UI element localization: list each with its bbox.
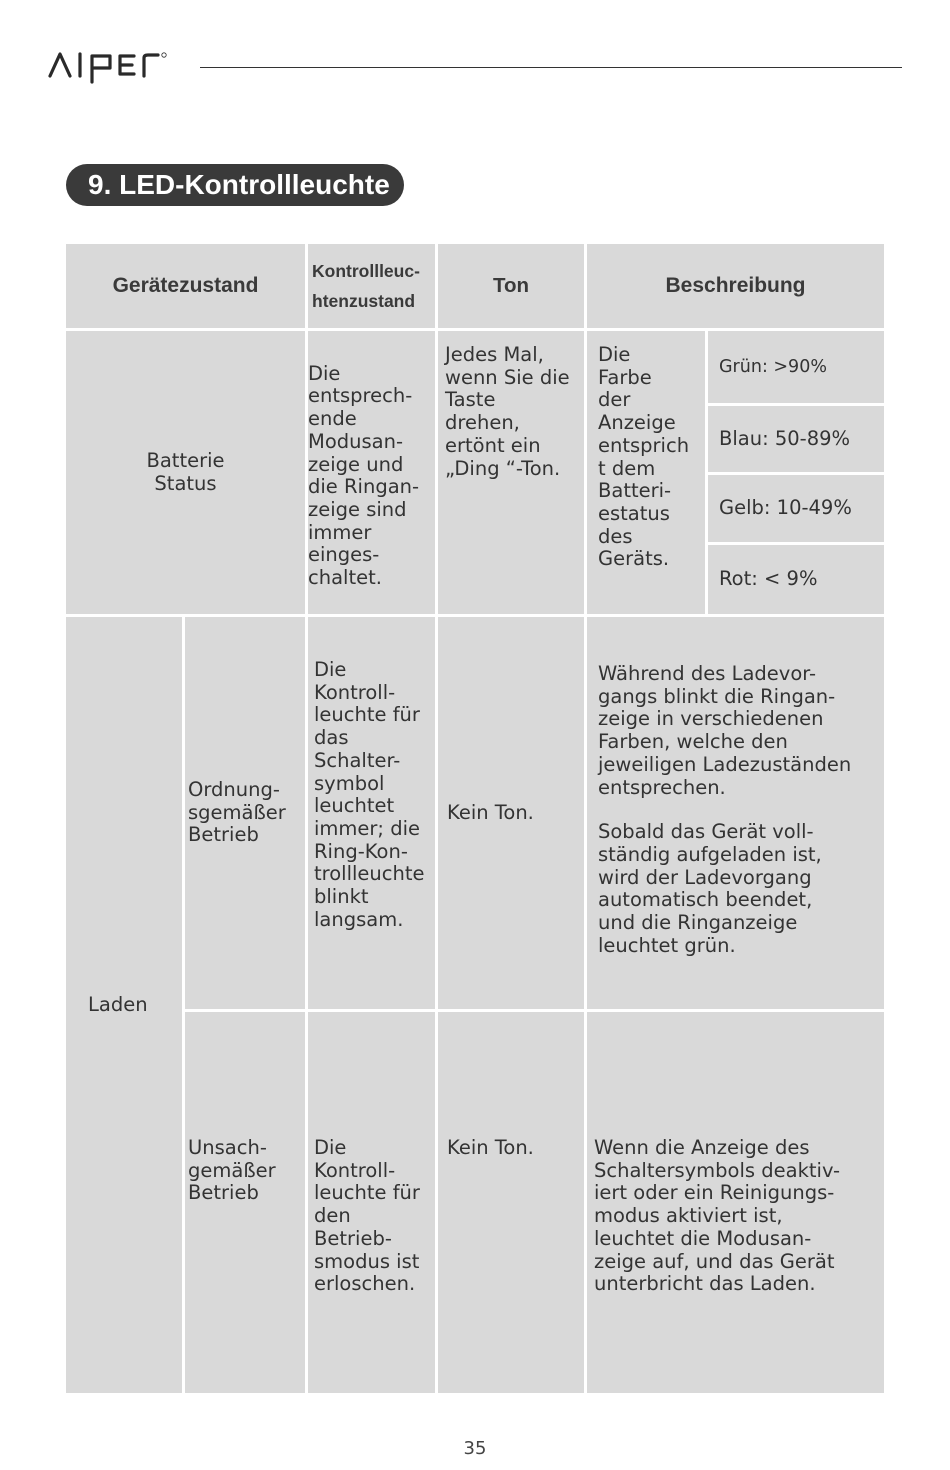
battery-tone-cell: Jedes Mal, wenn Sie die Taste drehen, ertönt ein „Ding “-Ton. bbox=[438, 331, 584, 614]
improper-indicator-cell: Die Kontroll- leuchte für den Betrieb- smodus ist erloschen. bbox=[308, 1012, 435, 1393]
header-rule bbox=[200, 67, 902, 68]
battery-level-green: Grün: >90% bbox=[708, 331, 884, 403]
page-number: 35 bbox=[463, 1438, 487, 1459]
header-device-state: Gerätezustand bbox=[66, 244, 305, 328]
normal-description-cell bbox=[587, 617, 884, 1009]
normal-tone-cell: Kein Ton. bbox=[438, 617, 584, 1009]
battery-level-red: Rot: < 9% bbox=[708, 545, 884, 614]
improper-description-cell: Wenn die Anzeige des Schaltersymbols deaktiv- iert oder ein Reinigungs- modus aktiviert ist, leuchtet die Modusan- zeige auf, und das Gerät unterbricht das Laden. bbox=[587, 1012, 884, 1393]
normal-indicator-cell: Die Kontroll- leuchte für das Schalter- symbol leuchtet immer; die Ring-Kon- trollleuchte blinkt langsam. bbox=[308, 617, 435, 1009]
header-tone: Ton bbox=[438, 244, 584, 328]
header-indicator-state: Kontrollleuc- htenzustand bbox=[308, 244, 435, 328]
battery-description-cell: Die Farbe der Anzeige entsprich t dem Batteri- estatus des Geräts. bbox=[587, 331, 705, 614]
charging-state-cell: Laden bbox=[66, 617, 182, 1393]
improper-mode-cell: Unsach- gemäßer Betrieb bbox=[185, 1012, 305, 1393]
normal-description-paragraph-1: Während des Ladevor- gangs blinkt die Ringan- zeige in verschiedenen Farben, welche den jeweiligen Ladezuständen entsprechen. bbox=[598, 662, 852, 799]
aiper-logo bbox=[48, 48, 188, 84]
normal-mode-cell: Ordnung- sgemäßer Betrieb bbox=[185, 617, 305, 1009]
battery-state-cell: Batterie Status bbox=[66, 331, 305, 614]
improper-tone-cell: Kein Ton. bbox=[438, 1012, 584, 1393]
battery-level-yellow: Gelb: 10-49% bbox=[708, 475, 884, 542]
battery-indicator-cell: Die entsprech- ende Modusan- zeige und die Ringan- zeige sind immer einges- chaltet. bbox=[308, 331, 435, 614]
header-description: Beschreibung bbox=[587, 244, 884, 328]
normal-description-paragraph-2: Sobald das Gerät voll- ständig aufgeladen ist, wird der Ladevorgang automatisch beendet, und die Ringanzeige leuchtet grün. bbox=[598, 820, 822, 957]
section-title: 9. LED-Kontrollleuchte bbox=[66, 164, 404, 206]
battery-level-blue: Blau: 50-89% bbox=[708, 406, 884, 472]
